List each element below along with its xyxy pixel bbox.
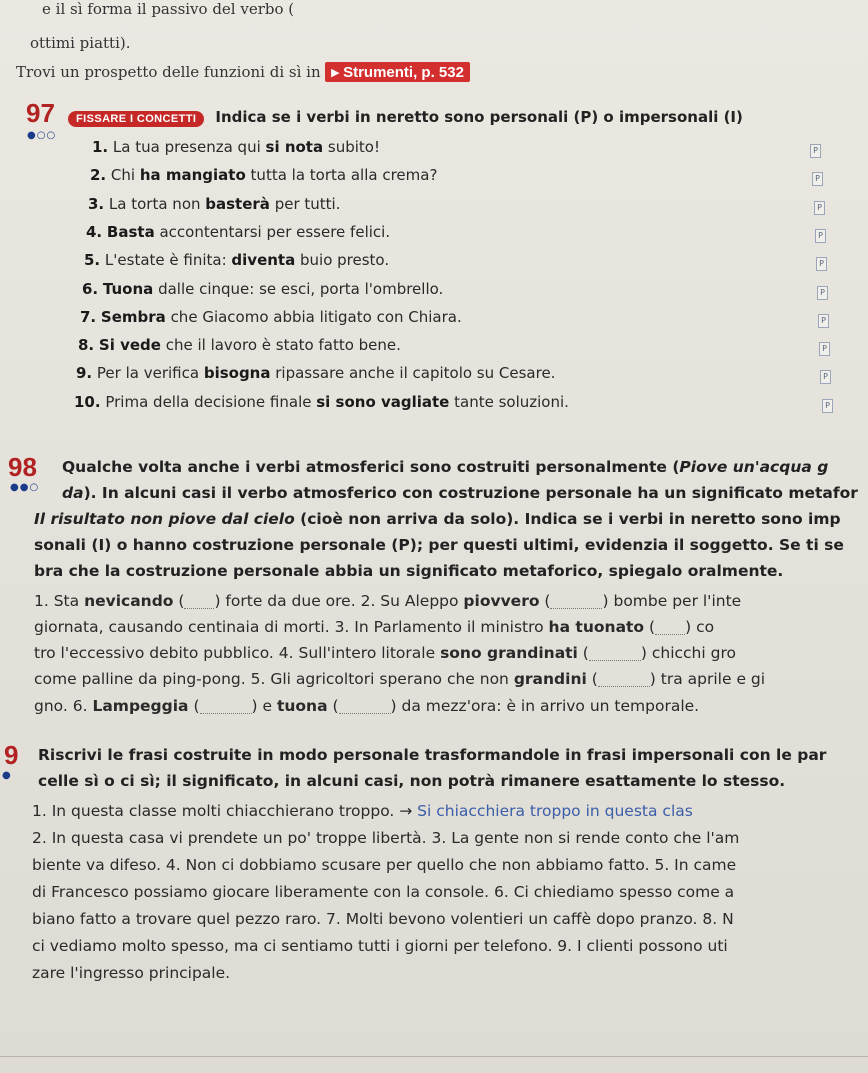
list-item: 1. La tua presenza qui si nota subito! [92,138,380,156]
page-edge-divider [0,1056,868,1057]
ex98-intro-line-5: bra che la costruzione personale abbia un significato metaforico, spiegalo oralmente. [34,562,784,580]
answer-checkbox[interactable]: P [818,314,829,328]
answer-checkbox[interactable]: P [820,370,831,384]
list-item: 2. Chi ha mangiato tutta la torta alla crema? [90,166,438,185]
list-item: 7. Sembra che Giacomo abbia litigato con Chiara. [80,307,462,326]
answer-blank[interactable] [598,671,650,688]
answer-checkbox[interactable]: P [816,257,827,271]
ex99-line-7: zare l'ingresso principale. [32,964,231,982]
ex98-intro-line-2: da). In alcuni casi il verbo atmosferico con costruzione personale ha un significato metafor [62,484,858,502]
ex98-sentence-line-2: giornata, causando centinaia di morti. 3. In Parlamento il ministro ha tuonato ( ) co [34,618,715,636]
ex99-line-1: 1. In questa classe molti chiacchierano troppo. → Si chiacchiera troppo in questa clas [32,802,693,820]
answer-checkbox[interactable]: P [812,172,823,186]
exercise-number: 9 [4,740,19,770]
exercise-instruction: Indica se i verbi in neretto sono personali (P) o impersonali (I) [215,108,743,126]
ex98-sentence-line-1: 1. Sta nevicando ( ) forte da due ore. 2. Su Aleppo piovvero ( ) bombe per l'inte [34,592,742,610]
ex99-line-4: di Francesco possiamo giocare liberamente con la console. 6. Ci chiediamo spesso come a [32,883,735,901]
ex98-intro-line-4: sonali (I) o hanno costruzione personale (P); per questi ultimi, evidenzia il soggetto. Se ti se [34,536,844,554]
intro-line-1: e il sì forma il passivo del verbo ( [42,0,295,18]
intro-line-3-text: Trovi un prospetto delle funzioni di sì in [16,63,321,81]
ex99-line-3: biente va difeso. 4. Non ci dobbiamo scusare per quello che non abbiamo fatto. 5. In came [32,856,737,874]
list-item: 10. Prima della decisione finale si sono vagliate tante soluzioni. [74,392,569,411]
list-item: 8. Si vede che il lavoro è stato fatto bene. [78,336,401,355]
answer-checkbox[interactable]: P [814,201,825,215]
ex98-sentence-line-4: come palline da ping-pong. 5. Gli agricoltori sperano che non grandini ( ) tra aprile e gi [34,670,766,688]
list-item: 6. Tuona dalle cinque: se esci, porta l'ombrello. [82,279,444,298]
difficulty-dots-icon: ● [2,770,12,781]
answer-blank[interactable] [339,698,391,715]
ex99-line-2: 2. In questa casa vi prendete un po' troppe libertà. 3. La gente non si rende conto che l'am [32,829,740,847]
intro-line-3 [16,62,470,82]
ex98-sentence-line-5: gno. 6. Lampeggia ( ) e tuona ( ) da mezz'ora: è in arrivo un temporale. [34,697,700,715]
ex99-line-6: ci vediamo molto spesso, ma ci sentiamo tutti i giorni per telefono. 9. I clienti possono uti [32,937,728,955]
answer-checkbox[interactable]: P [822,399,833,413]
answer-checkbox[interactable]: P [819,342,830,356]
list-item: 4. Basta accontentarsi per essere felici. [86,222,391,241]
exercise-number: 98 [8,452,37,482]
fissare-badge: FISSARE I CONCETTI [68,111,204,127]
ex99-instruction-line-1: Riscrivi le frasi costruite in modo personale trasformandole in frasi impersonali con le par [38,746,827,764]
handwritten-answer: Si chiacchiera troppo in questa clas [417,802,693,820]
exercise-97-header [26,98,743,129]
list-item: 9. Per la verifica bisogna ripassare anche il capitolo su Cesare. [76,364,556,383]
list-item: 5. L'estate è finita: diventa buio presto. [84,251,390,270]
answer-blank[interactable] [550,593,602,610]
answer-checkbox[interactable]: P [815,229,826,243]
answer-checkbox[interactable]: P [810,144,821,158]
difficulty-dots-icon: ●○○ [27,130,57,141]
answer-blank[interactable] [589,645,641,662]
ex98-sentence-line-3: tro l'eccessivo debito pubblico. 4. Sull'intero litorale sono grandinati ( ) chicchi gro [34,644,736,662]
ex99-instruction-line-2: celle sì o ci sì; il significato, in alcuni casi, non potrà rimanere esattamente lo stesso. [38,772,786,790]
intro-line-2: ottimi piatti). [30,34,131,52]
ex98-intro-line-3: Il risultato non piove dal cielo (cioè non arriva da solo). Indica se i verbi in neretto sono imp [34,510,841,528]
strumenti-link[interactable]: ▸ Strumenti, p. 532 [325,62,470,82]
ex98-intro-line-1: Qualche volta anche i verbi atmosferici sono costruiti personalmente (Piove un'acqua g [62,458,829,476]
exercise-98-header [8,452,37,483]
answer-blank[interactable] [200,698,252,715]
ex99-line-5: biano fatto a trovare quel pezzo raro. 7. Molti bevono volentieri un caffè dopo pranzo. 8. N [32,910,734,928]
difficulty-dots-icon: ●●○ [10,482,40,493]
answer-blank[interactable] [655,619,685,636]
exercise-number: 97 [26,98,55,128]
exercise-99-header [4,740,18,771]
answer-checkbox[interactable]: P [817,286,828,300]
list-item: 3. La torta non basterà per tutti. [88,194,341,213]
answer-blank[interactable] [184,593,214,610]
